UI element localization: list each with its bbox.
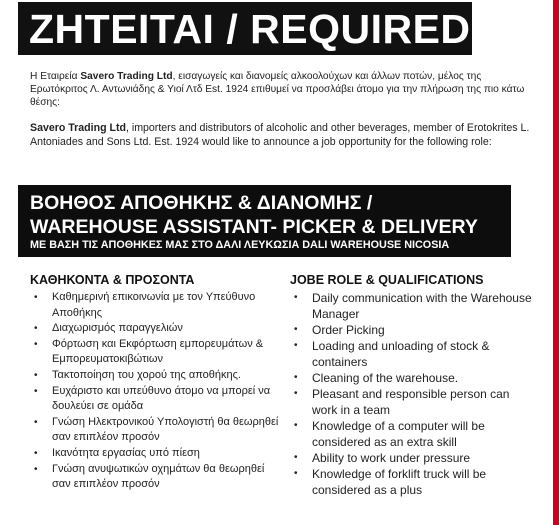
- list-item: [290, 338, 535, 370]
- list-item-text: Καθημερινή επικοινωνία με τον Υπεύθυνο Αποθήκης: [52, 291, 256, 319]
- intro-greek-paragraph: [30, 70, 530, 109]
- greek-duties-list: [30, 290, 280, 493]
- list-item: [290, 370, 535, 386]
- intro-greek-prefix: Η Εταιρεία: [30, 71, 81, 82]
- list-item: [290, 466, 535, 498]
- red-accent-bar: [553, 0, 559, 525]
- bullet-icon: •: [34, 292, 38, 303]
- list-item: [30, 462, 280, 493]
- list-item: [30, 321, 280, 337]
- english-duties-column: [290, 272, 535, 498]
- bullet-icon: •: [34, 416, 38, 428]
- role-location: ΜΕ ΒΑΣΗ ΤΙΣ ΑΠΟΘΗΚΕΣ ΜΑΣ ΣΤΟ ΔΑΛΙ ΛΕΥΚΩΣΙΑ DALI WAREHOUSE NICOSIA: [30, 239, 450, 251]
- bullet-icon: •: [294, 372, 298, 383]
- intro-english-rest: , importers and distributors of alcoholic and other beverages, member of Erotokrites L. Antoniades and Sons Ltd. Est. 1924 would like to announce a job opportunity for the following role:: [30, 122, 530, 148]
- bullet-icon: •: [294, 340, 298, 351]
- intro-greek-rest: , εισαγωγείς και διανομείς αλκοολούχων και άλλων ποτών, μέλος της Ερωτόκριτος Λ. Αντωνιάδης & Υιοί Λτδ Est. 1924 επιθυμεί να προσλάβει άτομο για την πλήρωση της πιο κάτω θέσης:: [30, 71, 525, 108]
- list-item-text: Τακτοποίηση του χορού της αποθήκης.: [52, 368, 241, 381]
- list-item: [290, 290, 535, 322]
- list-item-text: Cleaning of the warehouse.: [312, 371, 459, 385]
- role-title-english: WAREHOUSE ASSISTANT- PICKER & DELIVERY: [30, 216, 478, 238]
- list-item: [30, 368, 280, 384]
- list-item-text: Ικανότητα εργασίας υπό πίεση: [52, 446, 200, 459]
- list-item-text: Φόρτωση και Εκφόρτωση εμπορευμάτων & Εμπορευματοκιβώτιων: [52, 337, 264, 366]
- list-item: [290, 450, 535, 466]
- bullet-icon: •: [294, 452, 298, 463]
- list-item-text: Γνώση Ηλεκτρονικού Υπολογιστή θα θεωρηθεί σαν επιπλέον προσόν: [52, 415, 279, 444]
- bullet-icon: •: [34, 447, 38, 459]
- intro-english: [30, 122, 530, 151]
- list-item-text: Knowledge of a computer will be considered as an extra skill: [312, 419, 485, 449]
- list-item-text: Γνώση ανυψωτικών οχημάτων θα θεωρηθεί σαν επιπλέον προσόν: [52, 462, 265, 491]
- list-item-text: Ability to work under pressure: [312, 451, 471, 465]
- bullet-icon: •: [34, 369, 38, 381]
- list-item-text: Daily communication with the Warehouse Manager: [312, 291, 532, 321]
- greek-duties-column: [30, 272, 280, 493]
- list-item: [30, 446, 280, 462]
- list-item-text: Knowledge of forklift truck will be considered as a plus: [312, 467, 487, 497]
- list-item-text: Διαχωρισμός παραγγελιών: [52, 322, 183, 335]
- list-item-text: Loading and unloading of stock & containers: [312, 339, 490, 369]
- list-item: [30, 290, 280, 321]
- list-item: [290, 418, 535, 450]
- page-title: ΖΗΤΕΙΤΑΙ / REQUIRED: [29, 6, 471, 52]
- list-item: [290, 386, 535, 418]
- list-item: [30, 337, 280, 368]
- english-duties-list: [290, 290, 535, 498]
- bullet-icon: •: [294, 420, 298, 431]
- list-item: [30, 384, 280, 415]
- header-banner: [18, 2, 472, 55]
- company-name-english: Savero Trading Ltd: [30, 122, 126, 134]
- company-name-greek: Savero Trading Ltd: [80, 71, 173, 82]
- list-item-text: Order Picking: [312, 323, 385, 337]
- bullet-icon: •: [34, 463, 38, 475]
- role-title-greek: ΒΟΗΘΟΣ ΑΠΟΘΗΚΗΣ & ΔΙΑΝΟΜΗΣ /: [30, 192, 373, 214]
- list-item-text: Pleasant and responsible person can work in a team: [312, 387, 510, 417]
- bullet-icon: •: [294, 324, 298, 335]
- bullet-icon: •: [34, 338, 38, 350]
- bullet-icon: •: [294, 388, 298, 399]
- list-item-text: Ευχάριστο και υπεύθυνο άτομο να μπορεί να δουλεύει σε ομάδα: [52, 384, 271, 413]
- role-banner: [18, 185, 511, 257]
- greek-duties-heading: ΚΑΘΗΚΟΝΤΑ & ΠΡΟΣΟΝΤΑ: [30, 273, 195, 287]
- list-item: [290, 322, 535, 338]
- bullet-icon: •: [34, 385, 38, 397]
- bullet-icon: •: [294, 292, 298, 303]
- intro-english-paragraph: [30, 122, 530, 149]
- english-duties-heading: JOBE ROLE & QUALIFICATIONS: [290, 273, 484, 287]
- list-item: [30, 415, 280, 446]
- bullet-icon: •: [294, 468, 298, 479]
- bullet-icon: •: [34, 323, 38, 335]
- intro-greek: [30, 70, 530, 111]
